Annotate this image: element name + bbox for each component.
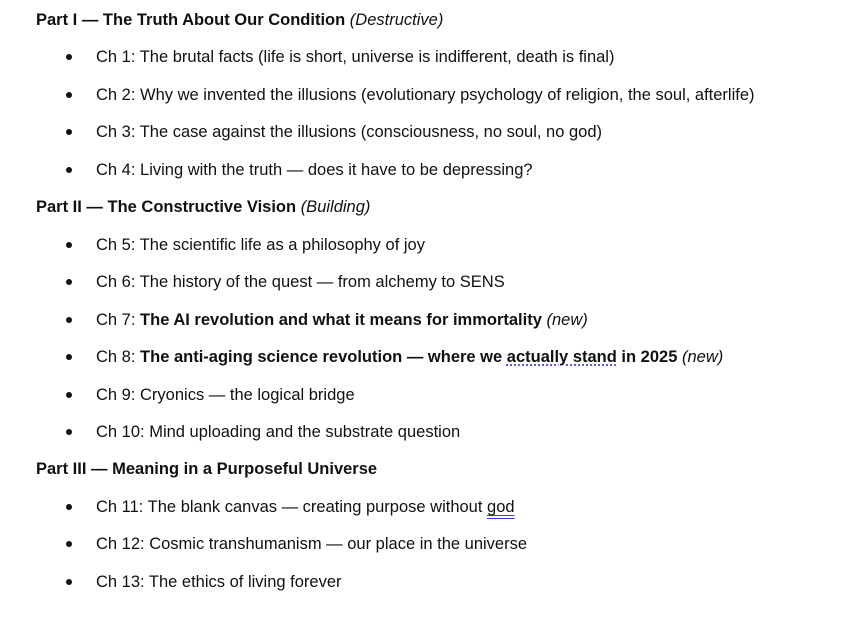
bullet-icon — [66, 242, 72, 248]
part-1-heading — [36, 8, 443, 32]
chapter-11-body: Ch 11: The blank canvas — creating purpose without — [96, 498, 488, 516]
bullet-icon — [66, 354, 72, 360]
chapter-2-text: Ch 2: Why we invented the illusions (evolutionary psychology of religion, the soul, afterlife) — [96, 86, 755, 104]
chapter-4-text: Ch 4: Living with the truth — does it have to be depressing? — [96, 161, 533, 179]
bullet-icon — [66, 54, 72, 60]
chapter-11-text — [96, 495, 515, 519]
bullet-icon — [66, 129, 72, 135]
chapter-8-text — [96, 345, 723, 369]
chapter-7-title: The AI revolution and what it means for immortality — [140, 311, 542, 329]
chapter-8-title-start: The anti-aging science revolution — where we — [140, 348, 507, 366]
chapter-7-text — [96, 308, 588, 332]
bullet-icon — [66, 429, 72, 435]
part-3-title: Part III — Meaning in a Purposeful Universe — [36, 460, 378, 478]
chapter-12-text: Ch 12: Cosmic transhumanism — our place in the universe — [96, 535, 528, 553]
part-3-heading — [36, 457, 377, 481]
bullet-icon — [66, 541, 72, 547]
bullet-icon — [66, 317, 72, 323]
chapter-8-prefix: Ch 8: — [96, 348, 141, 366]
grammar-flagged-text[interactable]: god — [487, 498, 515, 516]
chapter-1-text: Ch 1: The brutal facts (life is short, universe is indifferent, death is final) — [96, 48, 615, 66]
chapter-10-text: Ch 10: Mind uploading and the substrate question — [96, 423, 461, 441]
chapter-9-text: Ch 9: Cryonics — the logical bridge — [96, 386, 355, 404]
chapter-7-prefix: Ch 7: — [96, 311, 141, 329]
part-1-tag: (Destructive) — [349, 11, 444, 29]
chapter-8-title-end: in 2025 — [616, 348, 678, 366]
part-1-title: Part I — The Truth About Our Condition — [36, 11, 346, 29]
chapter-6-text: Ch 6: The history of the quest — from alchemy to SENS — [96, 273, 505, 291]
bullet-icon — [66, 579, 72, 585]
bullet-icon — [66, 392, 72, 398]
new-tag: (new) — [546, 311, 588, 329]
chapter-5-text: Ch 5: The scientific life as a philosophy of joy — [96, 236, 425, 254]
bullet-icon — [66, 504, 72, 510]
spelling-flagged-text[interactable]: actually stand — [506, 348, 617, 366]
new-tag: (new) — [681, 348, 724, 366]
chapter-13-text: Ch 13: The ethics of living forever — [96, 573, 342, 591]
part-2-heading — [36, 195, 370, 219]
bullet-icon — [66, 167, 72, 173]
part-2-title: Part II — The Constructive Vision — [36, 198, 297, 216]
bullet-icon — [66, 279, 72, 285]
bullet-icon — [66, 92, 72, 98]
part-2-tag: (Building) — [300, 198, 371, 216]
chapter-3-text: Ch 3: The case against the illusions (consciousness, no soul, no god) — [96, 123, 602, 141]
